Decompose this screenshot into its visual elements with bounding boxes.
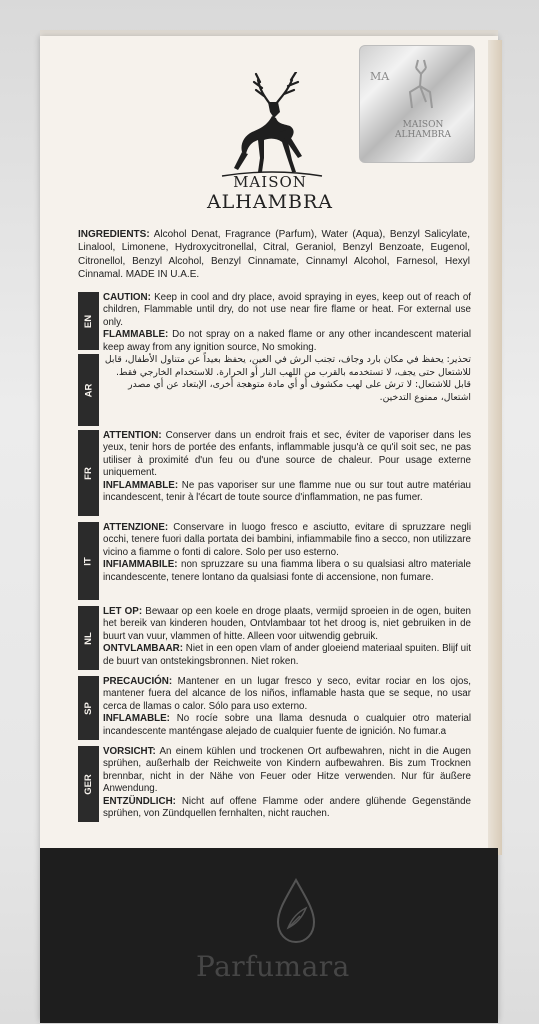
brand-line-2: ALHAMBRA [206, 191, 334, 213]
hologram-sticker [359, 45, 475, 163]
section-en [78, 292, 472, 353]
section-ger [78, 746, 472, 822]
warning-text-fr: ATTENTION: Conserver dans un endroit frais et sec, éviter de vaporiser dans les yeux, tenir hors de portée des enfants, inflammable jusqu'à ce qu'il soit sec, ne pas utiliser à proximité d'un feu ou d'une source de chaleur. Pour usage externe uniquement. INFLAMMABLE: Ne pas vaporiser sur une flamme nue ou sur tout autre matériau incandescent, tenir à l'écart de toute source d'inflammation, ne pas fumer. [103, 430, 471, 504]
language-tag-ar: AR [78, 354, 99, 426]
warning-text-en: CAUTION: Keep in cool and dry place, avoid spraying in eyes, keep out of reach of children, Flammable until dry, do not use near fire flame or heat. For external use only. FLAMMABLE: Do not spray on a naked flame or any other incandescent material keep away from any ignition source, No smoking. [103, 292, 471, 353]
hologram-brand-text: MAISON ALHAMBRA [395, 120, 451, 140]
watermark-text: Parfumara [196, 950, 350, 983]
section-sp [78, 676, 472, 740]
warning-text-sp: PRECAUCIÓN: Mantener en un lugar fresco y seco, evitar rociar en los ojos, mantener fuera del alcance de los niños, inflamable hasta que se seque, no usar cerca de llamas o calor. Sólo para uso externo. INFLAMABLE: No rocíe sobre una llama desnuda o cualquier otro material incandescente manténgase alejado de cualquier fuente de ignición. No fumar.a [103, 676, 471, 737]
warning-text-ar: تحذير: يحفظ في مكان بارد وجاف، تجنب الرش في العين، يحفظ بعيداً عن متناول الأطفال، قابل للاشتعال حتى يجف، لا تستخدمه بالقرب من اللهب النار أو الحرارة. للاستخدام الخارجي فقط. قابل للاشتعال: لا ترش على لهب مكشوف أو أي مادة متوهجة أخرى، الإبتعاد عن أي مصدر اشتعال، ممنوع التدخين. [104, 354, 471, 403]
warning-text-nl: LET OP: Bewaar op een koele en droge plaats, vermijd sproeien in de ogen, buiten het bereik van kinderen houden, Ontvlambaar tot het droog is, niet gebruiken in de buurt van vuur, vlammen of hitte. Alleen voor uitwendig gebruik. ONTVLAMBAAR: Niet in een open vlam of ander gloeiend materiaal spuiten. Blijf uit de buurt van ontstekingsbronnen. Niet roken. [103, 606, 471, 667]
section-it [78, 522, 472, 600]
language-tag-en: EN [78, 292, 99, 350]
section-fr [78, 430, 472, 516]
warning-text-ger: VORSICHT: An einem kühlen und trockenen Ort aufbewahren, nicht in die Augen sprühen, außerhalb der Reichweite von Kindern aufbewahren. Bis zum Trocknen brennbar, nicht in der Nähe von Feuer oder Hitze verwenden. Nur für äußere Anwendung. ENTZÜNDLICH: Nicht auf offene Flamme oder andere glühende Gegenstände sprühen, von Zündquellen fernhalten, nicht rauchen. [103, 746, 471, 820]
hologram-ma-text: MA [370, 70, 390, 83]
brand-line-1: MAISON [233, 173, 307, 191]
language-tag-it: IT [78, 522, 99, 600]
hologram-deer-icon [396, 56, 446, 116]
ingredients-text: INGREDIENTS: Alcohol Denat, Fragrance (Parfum), Water (Aqua), Benzyl Salicylate, Linalool, Limonene, Hydroxycitronellal, Citral, Geraniol, Benzyl Benzoate, Eugenol, Citronellol, Benzyl Alcohol, Benzyl Cinnamate, Cinnamyl Alcohol, Farnesol, Hexyl Cinnamal. MADE IN U.A.E. [78, 229, 470, 280]
language-tag-ger: GER [78, 746, 99, 822]
box-side-panel [488, 40, 502, 855]
stag-logo-icon [212, 72, 332, 182]
language-tag-fr: FR [78, 430, 99, 516]
section-nl [78, 606, 472, 670]
box-bottom-band [40, 848, 498, 1023]
leaf-drop-icon [274, 878, 318, 944]
language-tag-nl: NL [78, 606, 99, 670]
section-ar [78, 354, 472, 426]
language-tag-sp: SP [78, 676, 99, 740]
warning-text-it: ATTENZIONE: Conservare in luogo fresco e asciutto, evitare di spruzzare negli occhi, tenere fuori dalla portata dei bambini, infiammabile fino a secco, non utilizzare vicino a fiamme o fonti di calore. Solo per uso esterno. INFIAMMABILE: non spruzzare su una fiamma libera o su qualsiasi altro materiale incandescente, tenere lontano da qualsiasi fonte di accensione, non fumare. [103, 522, 471, 583]
brand-name [180, 175, 360, 212]
